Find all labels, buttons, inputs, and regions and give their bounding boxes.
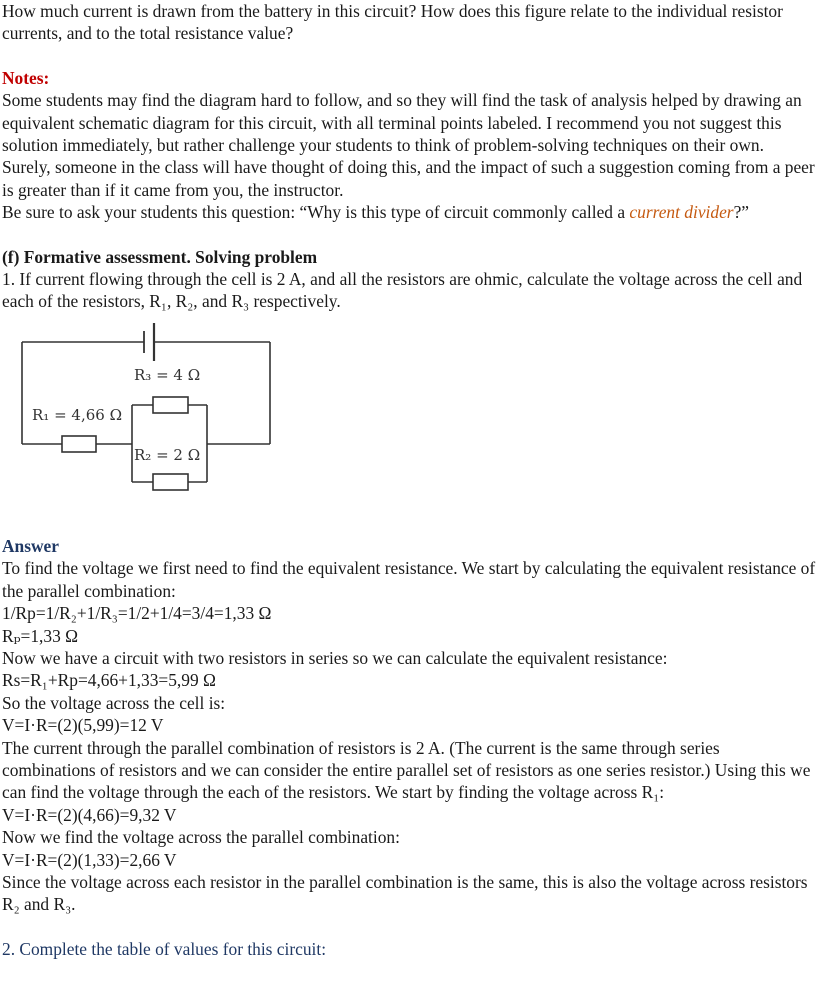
- r2-resistor: [153, 474, 188, 490]
- notes-paragraph: Some students may find the diagram hard to follow, and so they will find the task of analysis helped by drawing an equivalent schematic diagram for this circuit, with all terminal points labeled. I recommend you not suggest this solution immediately, but rather challenge your students to think of problem-solving techniques on their own. Surely, someone in the class will have thought of doing this, and the impact of such a suggestion coming from a peer is greater than if it came from you, the instructor.: [2, 90, 815, 200]
- notes-ask-prefix: Be sure to ask your students this question: “Why is this type of circuit commonly called a: [2, 202, 630, 223]
- answer-line: 1/Rp=1/R₂+1/R₃=1/2+1/4=3/4=1,33 Ω: [2, 603, 272, 624]
- section-f-heading: (f) Formative assessment. Solving problem: [2, 246, 318, 267]
- answer-line: V=I·R=(2)(5,99)=12 V: [2, 715, 164, 736]
- notes-ask-question: [2, 201, 816, 223]
- question-2: 2. Complete the table of values for this circuit:: [2, 938, 327, 959]
- intro-question: How much current is drawn from the battery in this circuit? How does this figure relate to the individual resistor currents, and to the total resistance value?: [2, 1, 783, 44]
- circuit-diagram: [2, 313, 816, 535]
- question-1: 1. If current flowing through the cell is 2 A, and all the resistors are ohmic, calculate the voltage across the cell and each of the resistors, R₁, R₂, and R₃ respectively.: [2, 269, 803, 312]
- current-divider-term: current divider: [629, 202, 734, 223]
- answer-line: The current through the parallel combination of resistors is 2 A. (The current is the same through series combinations of resistors and we can consider the entire parallel set of resistors as one series resistor.) Using this we can find the voltage through the each of the resistors. We start by finding the voltage across R₁:: [2, 737, 811, 803]
- answer-line: Rs=R₁+Rp=4,66+1,33=5,99 Ω: [2, 670, 216, 691]
- answer-line: V=I·R=(2)(4,66)=9,32 V: [2, 804, 177, 825]
- r1-label: R₁ = 4,66 Ω: [32, 405, 123, 424]
- answer-line: Now we find the voltage across the parallel combination:: [2, 827, 400, 848]
- answer-block: [2, 535, 816, 916]
- r2-label: R₂ = 2 Ω: [134, 445, 201, 464]
- notes-ask-suffix: ?”: [733, 202, 750, 223]
- answer-line: Rₚ=1,33 Ω: [2, 625, 79, 646]
- answer-line: Since the voltage across each resistor in the parallel combination is the same, this is also the voltage across resistors R₂ and R₃.: [2, 871, 808, 915]
- r3-resistor: [153, 397, 188, 413]
- r1-resistor: [62, 436, 96, 452]
- answer-line: Now we have a circuit with two resistors in series so we can calculate the equivalent resistance:: [2, 647, 668, 668]
- answer-line: V=I·R=(2)(1,33)=2,66 V: [2, 849, 177, 870]
- answer-line: So the voltage across the cell is:: [2, 692, 226, 713]
- circuit-svg: [2, 313, 816, 535]
- answer-heading: Answer: [2, 535, 59, 556]
- answer-line: To find the voltage we first need to find the equivalent resistance. We start by calculating the equivalent resistance of the parallel combination:: [2, 558, 816, 601]
- notes-heading: Notes:: [2, 67, 50, 88]
- r3-label: R₃ = 4 Ω: [134, 365, 201, 384]
